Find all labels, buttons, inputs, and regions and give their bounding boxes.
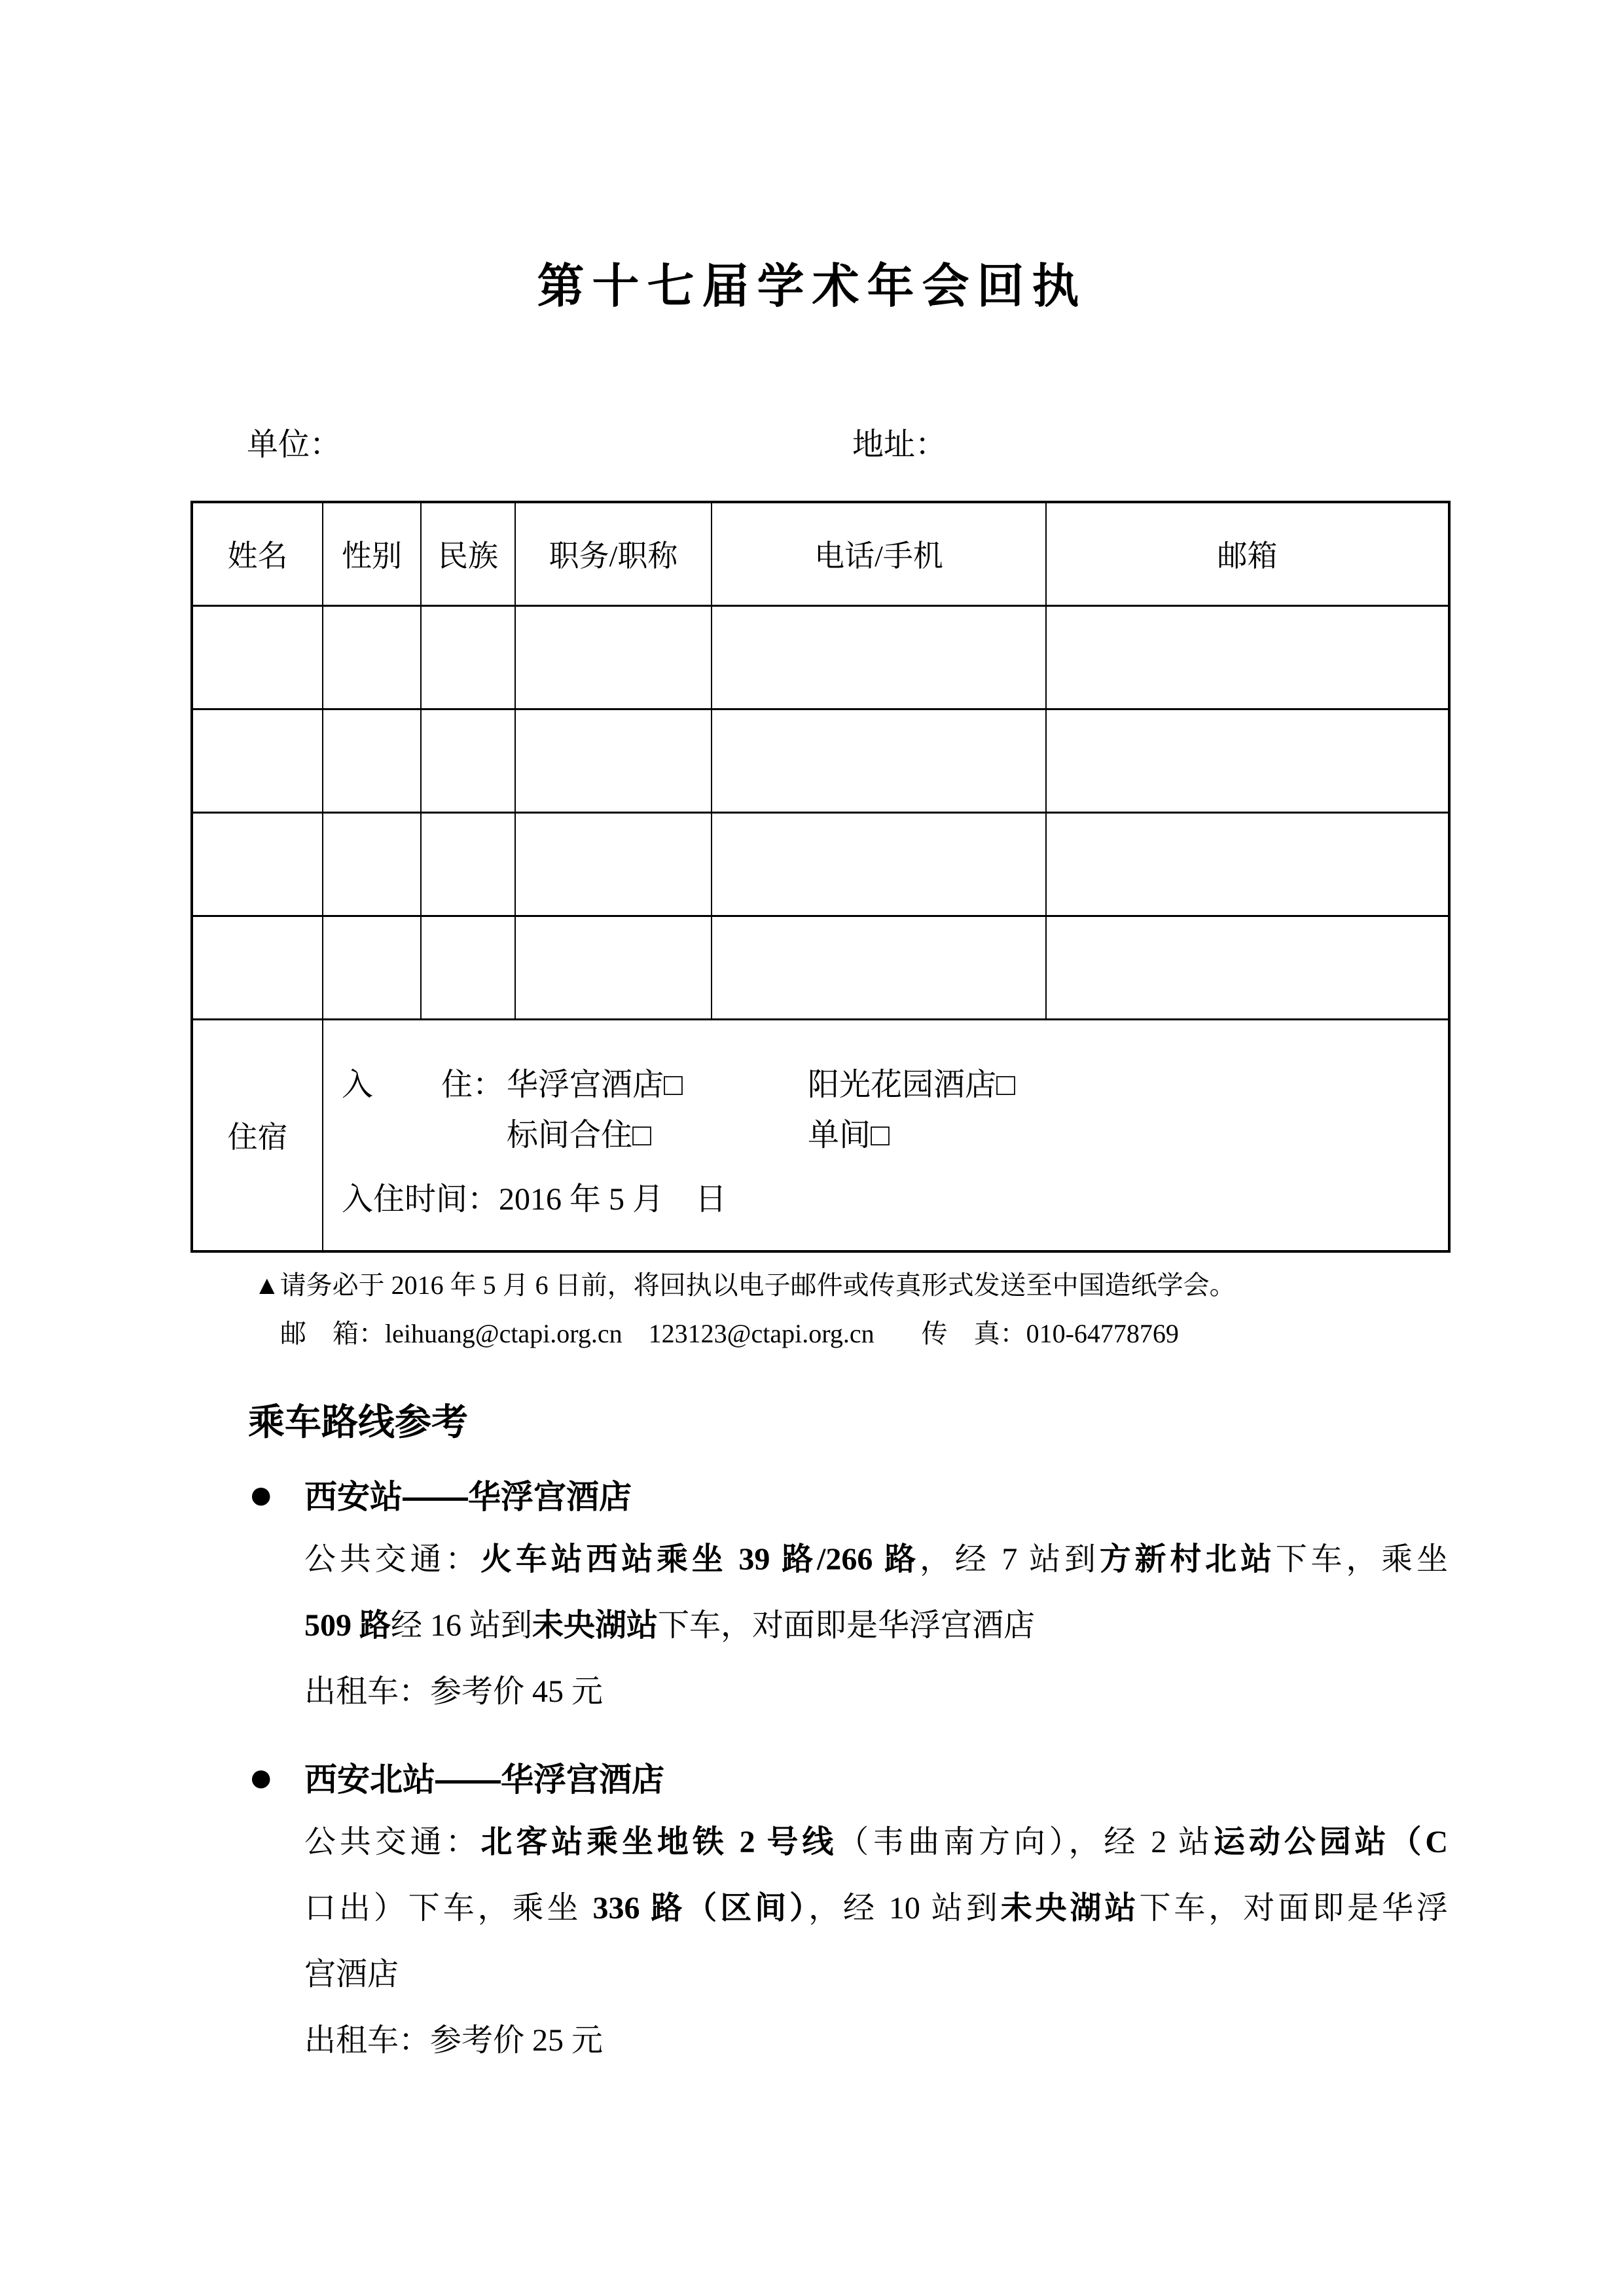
position-cell[interactable] xyxy=(515,605,712,709)
checkin-label-right: 住： xyxy=(441,1067,505,1102)
phone-cell[interactable] xyxy=(712,605,1046,709)
route-item-xian-station xyxy=(251,1467,1448,1725)
route-1-title-text: 西安站——华浮宫酒店 xyxy=(304,1479,632,1515)
gender-cell[interactable] xyxy=(323,605,421,709)
col-header-position: 职务/职称 xyxy=(515,502,712,605)
col-header-phone: 电话/手机 xyxy=(712,502,1046,605)
checkin-label-left: 入 xyxy=(342,1067,374,1102)
email-cell[interactable] xyxy=(1046,812,1449,916)
routes-heading: 乘车路线参考 xyxy=(248,1401,468,1443)
lodging-row-label: 住宿 xyxy=(192,1019,323,1251)
room-option-shared-standard xyxy=(507,1117,652,1153)
route-2-transit-line-1: 公共交通：北客站乘坐地铁 2 号线（韦曲南方向），经 2 站运动公园站（C xyxy=(304,1825,1448,1859)
name-cell[interactable] xyxy=(192,812,323,916)
attendee-table xyxy=(190,501,1451,1253)
email-cell[interactable] xyxy=(1046,916,1449,1019)
name-cell[interactable] xyxy=(192,605,323,709)
unit-label: 单位： xyxy=(247,427,342,462)
room-shared-standard-label: 标间合住 xyxy=(507,1117,633,1153)
route-1-transit-line-1: 公共交通：火车站西站乘坐 39 路/266 路，经 7 站到方新村北站下车，乘坐 xyxy=(304,1542,1448,1577)
ethnicity-cell[interactable] xyxy=(421,709,515,812)
room-option-single xyxy=(808,1117,890,1153)
table-row xyxy=(192,709,1449,812)
hotel-sunshine-garden-label: 阳光花园酒店 xyxy=(808,1067,997,1102)
table-row xyxy=(192,916,1449,1019)
email-cell[interactable] xyxy=(1046,605,1449,709)
ethnicity-cell[interactable] xyxy=(421,916,515,1019)
hotel-option-sunshine-garden xyxy=(808,1069,1015,1101)
route-2-transit-line-3: 宫酒店 xyxy=(304,1957,399,1992)
ethnicity-cell[interactable] xyxy=(421,812,515,916)
email-cell[interactable] xyxy=(1046,709,1449,812)
col-header-name: 姓名 xyxy=(192,502,323,605)
room-single-checkbox[interactable]: □ xyxy=(871,1117,890,1153)
table-row xyxy=(192,812,1449,916)
contact-email-line: 邮 箱：leihuang@ctapi.org.cn 123123@ctapi.org.cn xyxy=(280,1319,875,1348)
route-1-taxi-line: 出租车：参考价 45 元 xyxy=(304,1674,604,1709)
gender-cell[interactable] xyxy=(323,916,421,1019)
lodging-options-cell xyxy=(323,1019,1449,1251)
route-2-title xyxy=(251,1750,1448,1809)
col-header-gender: 性别 xyxy=(323,502,421,605)
page-title: 第十七届学术年会回执 xyxy=(537,260,1087,313)
table-row xyxy=(192,605,1449,709)
col-header-email: 邮箱 xyxy=(1046,502,1449,605)
route-item-xian-north-station xyxy=(251,1750,1448,2073)
gender-cell[interactable] xyxy=(323,709,421,812)
route-2-transit-line-2: 口出）下车，乘坐 336 路（区间），经 10 站到未央湖站下车，对面即是华浮 xyxy=(304,1891,1448,1926)
table-header-row xyxy=(192,502,1449,605)
hotel-option-huafugong xyxy=(507,1069,683,1101)
room-single-label: 单间 xyxy=(808,1117,871,1153)
name-cell[interactable] xyxy=(192,916,323,1019)
lodging-row xyxy=(192,1019,1449,1251)
contact-fax-line: 传 真：010-64778769 xyxy=(921,1319,1179,1348)
position-cell[interactable] xyxy=(515,916,712,1019)
bullet-icon: ● xyxy=(251,1482,272,1509)
phone-cell[interactable] xyxy=(712,709,1046,812)
contact-note xyxy=(280,1318,1179,1350)
route-1-title xyxy=(251,1467,1448,1526)
hotel-huafugong-label: 华浮宫酒店 xyxy=(507,1067,664,1102)
ethnicity-cell[interactable] xyxy=(421,605,515,709)
col-header-ethnicity: 民族 xyxy=(421,502,515,605)
phone-cell[interactable] xyxy=(712,812,1046,916)
position-cell[interactable] xyxy=(515,709,712,812)
room-shared-standard-checkbox[interactable]: □ xyxy=(632,1117,652,1153)
position-cell[interactable] xyxy=(515,812,712,916)
hotel-huafugong-checkbox[interactable]: □ xyxy=(664,1067,683,1102)
address-label: 地址： xyxy=(852,427,947,462)
deadline-note: ▲请务必于 2016 年 5 月 6 日前，将回执以电子邮件或传真形式发送至中国造纸学会。 xyxy=(254,1270,1236,1300)
name-cell[interactable] xyxy=(192,709,323,812)
phone-cell[interactable] xyxy=(712,916,1046,1019)
route-2-taxi-line: 出租车：参考价 25 元 xyxy=(304,2023,604,2058)
gender-cell[interactable] xyxy=(323,812,421,916)
route-1-transit-line-2: 509 路经 16 站到未央湖站下车，对面即是华浮宫酒店 xyxy=(304,1608,1036,1643)
hotel-sunshine-garden-checkbox[interactable]: □ xyxy=(996,1067,1016,1102)
checkin-time-line: 入住时间：2016 年 5 月 日 xyxy=(342,1181,727,1217)
route-2-title-text: 西安北站——华浮宫酒店 xyxy=(304,1761,664,1798)
bullet-icon: ● xyxy=(251,1765,272,1791)
